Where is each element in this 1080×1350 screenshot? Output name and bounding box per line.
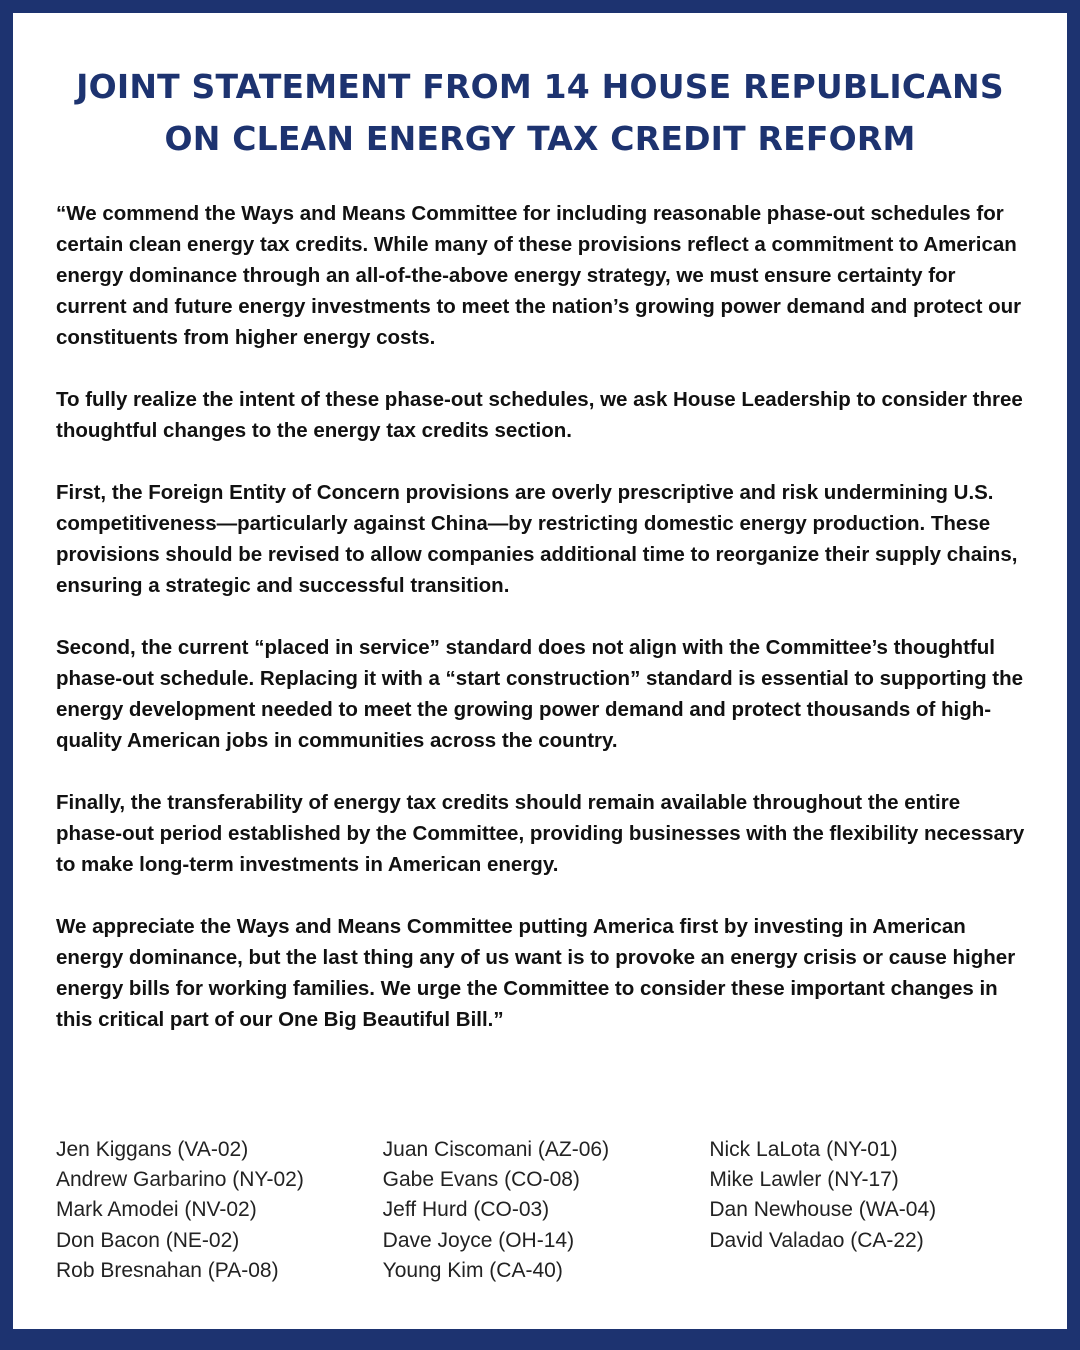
signer-name: Jeff Hurd (CO-03) <box>382 1198 550 1222</box>
signer-name: Don Bacon (NE-02) <box>56 1228 240 1252</box>
signer-column-3 <box>709 1135 1036 1286</box>
title-line-1: JOINT STATEMENT FROM 14 HOUSE REPUBLICANS <box>76 67 1004 106</box>
signer-name: Young Kim (CA-40) <box>382 1258 563 1282</box>
signer-name: Andrew Garbarino (NY-02) <box>56 1168 304 1192</box>
signer-name: Mark Amodei (NV-02) <box>56 1198 257 1222</box>
signer-column-1 <box>56 1135 383 1286</box>
signer-name: Nick LaLota (NY-01) <box>709 1138 898 1161</box>
signer-name: Jen Kiggans (VA-02) <box>56 1138 249 1161</box>
signer-name: Dan Newhouse (WA-04) <box>709 1198 937 1222</box>
statement-title <box>13 61 1067 165</box>
title-line-2: ON CLEAN ENERGY TAX CREDIT REFORM <box>164 119 916 158</box>
signer-name: Gabe Evans (CO-08) <box>382 1168 580 1192</box>
paragraph-intro: “We commend the Ways and Means Committee for including reasonable phase-out schedules for certain clean energy tax credits. While many of these provisions reflect a commitment to American energy dominance through an all-of-the-above energy strategy, we must ensure certainty for current and future energy investments to meet the nation’s growing power demand and protect our constituents from higher energy costs. <box>56 202 1022 349</box>
signer-name: Rob Bresnahan (PA-08) <box>56 1258 279 1282</box>
signer-name: Mike Lawler (NY-17) <box>709 1168 899 1192</box>
statement-card <box>13 13 1067 1329</box>
signer-name: Juan Ciscomani (AZ-06) <box>382 1138 610 1161</box>
signer-name: David Valadao (CA-22) <box>709 1228 924 1252</box>
paragraph-closing: We appreciate the Ways and Means Committee putting America first by investing in American energy dominance, but the last thing any of us want is to provoke an energy crisis or cause higher energy bills for working families. We urge the Committee to consider these important changes in this critical part of our One Big Beautiful Bill.” <box>56 915 1016 1031</box>
paragraph-second-change: Second, the current “placed in service” standard does not align with the Committee’s thoughtful phase-out schedule. Replacing it with a “start construction” standard is essential to supporting the energy development needed to meet the growing power demand and protect thousands of high-quality American jobs in communities across the country. <box>56 636 1024 752</box>
signer-column-2 <box>383 1135 710 1286</box>
paragraph-first-change: First, the Foreign Entity of Concern provisions are overly prescriptive and risk undermining U.S. competitiveness—particularly against China—by restricting domestic energy production. These provisions should be revised to allow companies additional time to reorganize their supply chains, ensuring a strategic and successful transition. <box>56 481 1018 597</box>
signer-name: Dave Joyce (OH-14) <box>382 1228 575 1252</box>
signer-list <box>56 1135 1036 1286</box>
paragraph-request: To fully realize the intent of these phase-out schedules, we ask House Leadership to consider three thoughtful changes to the energy tax credits section. <box>56 388 1023 442</box>
paragraph-third-change: Finally, the transferability of energy tax credits should remain available throughout the entire phase-out period established by the Committee, providing businesses with the flexibility necessary to make long-term investments in American energy. <box>56 791 1025 876</box>
statement-body <box>56 198 1031 1035</box>
